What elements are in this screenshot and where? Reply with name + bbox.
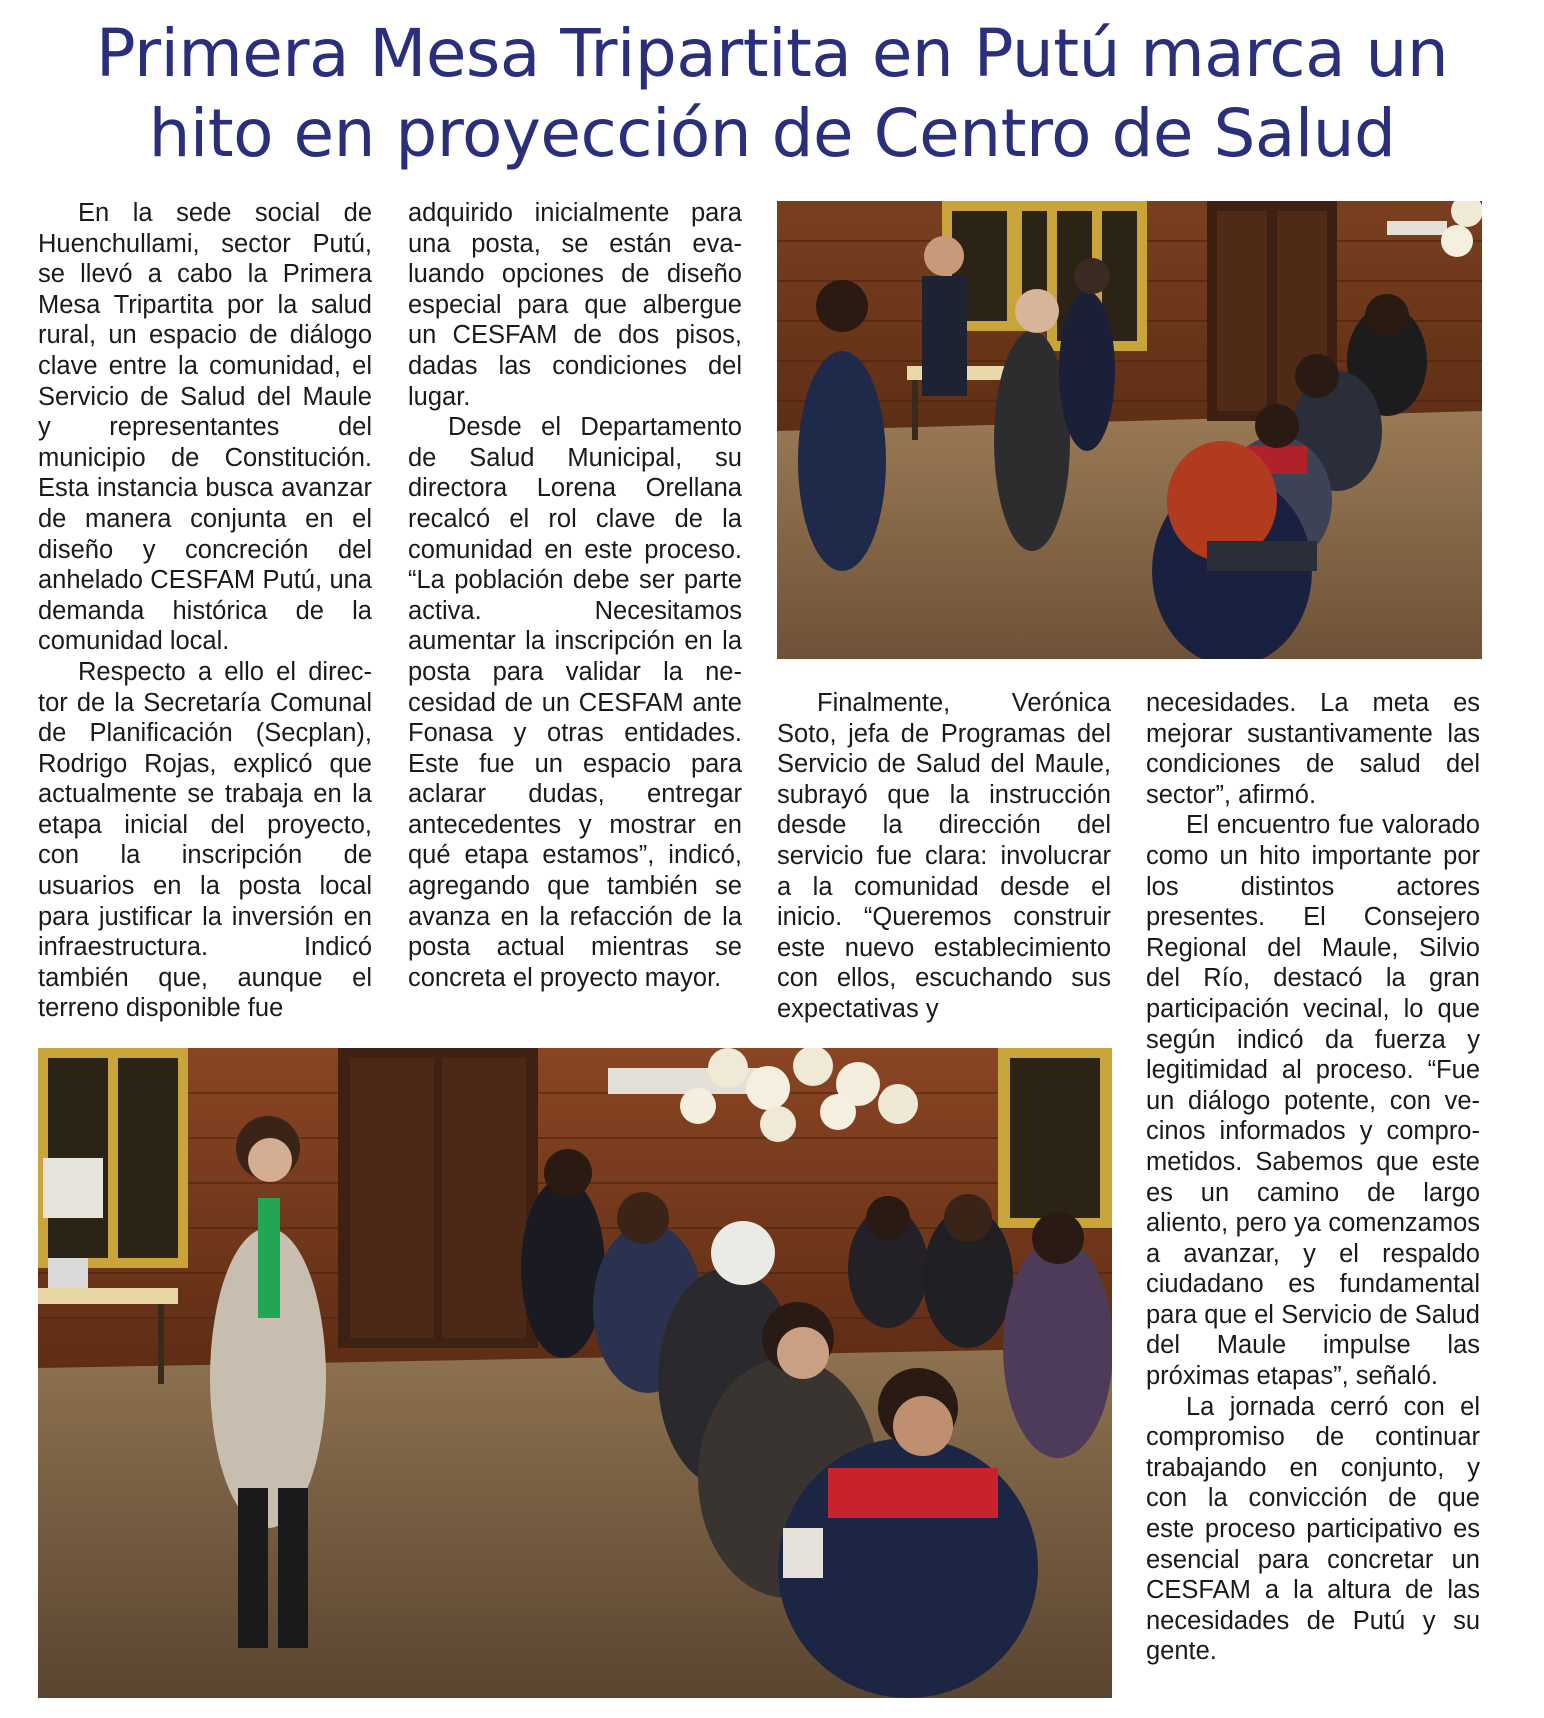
- paragraph: Respecto a ello el director de la Secretaría Comunal de Planificación (Secplan), Rodrigo Rojas, explicó que actualmente se trabaja en la etapa inicial del proyecto, con la inscripción de usuarios en la posta local para justificar la inversión en infraestructura. Indicó también que, aunque el terreno disponible fue: [38, 657, 372, 1023]
- paragraph: El encuentro fue valorado como un hito importante por los distintos actores presentes. El Consejero Regional del Maule, Silvio del Río, destacó la gran participación vecinal, lo que según indicó da fuerza y legitimidad al proceso. “Fue un diálogo potente, con vecinos informados y comprometidos. Sabemos que este es un camino de largo aliento, pero ya comenzamos a avanzar, y el respaldo ciudadano es fundamental para que el Servicio de Salud del Maule impulse las próximas etapas”, señaló.: [1146, 811, 1480, 1391]
- paragraph: En la sede social de Huenchullami, sector Putú, se llevó a cabo la Primera Mesa Tripartita por la salud rural, un espacio de diálogo clave entre la comunidad, el Servicio de Salud del Maule y representantes del municipio de Constitución. Esta instancia busca avanzar de manera conjunta en el diseño y concreción del anhelado CESFAM Putú, una demanda histórica de la comunidad local.: [38, 199, 372, 656]
- photo-meeting-speakers-illustration: [777, 201, 1482, 659]
- photo-speaker-audience: [38, 1048, 1112, 1698]
- paragraph: necesidades. La meta es mejorar sustantivamente las condiciones de salud del sector”, afirmó.: [1146, 689, 1480, 809]
- article-column-4: [1146, 688, 1480, 1667]
- article-column-2: [408, 198, 742, 993]
- article-column-3: [777, 688, 1111, 1025]
- paragraph: Finalmente, Verónica Soto, jefa de Programas del Servicio de Salud del Maule, subrayó que la instrucción desde la dirección del servicio fue clara: involucrar a la comunidad desde el inicio. “Queremos construir este nuevo establecimiento con ellos, escuchando sus expectativas y: [777, 689, 1111, 1023]
- paragraph: Desde el Departamento de Salud Municipal, su directora Lorena Orellana recalcó el rol clave de la comunidad en este proceso. “La población debe ser parte activa. Necesitamos aumentar la inscripción en la posta para validar la necesidad de un CESFAM ante Fonasa y otras entidades. Este fue un espacio para aclarar dudas, entregar antecedentes y mostrar en qué etapa estamos”, indicó, agregando que también se avanza en la refacción de la posta actual mientras se concreta el proyecto mayor.: [408, 413, 742, 992]
- photo-meeting-speakers: [777, 201, 1482, 659]
- headline-line-2: hito en proyección de Centro de Salud: [148, 95, 1396, 172]
- headline: [0, 14, 1544, 174]
- photo-speaker-audience-illustration: [38, 1048, 1112, 1698]
- article-column-1: [38, 198, 372, 1024]
- paragraph: adquirido inicialmente para una posta, se están evaluando opciones de diseño especial para que albergue un CESFAM de dos pisos, dadas las condiciones del lugar.: [408, 199, 742, 411]
- headline-line-1: Primera Mesa Tripartita en Putú marca un: [95, 15, 1449, 92]
- paragraph: La jornada cerró con el compromiso de continuar trabajando en conjunto, y con la convicción de que este proceso participativo es esencial para concretar un CESFAM a la altura de las necesidades de Putú y su gente.: [1146, 1392, 1480, 1666]
